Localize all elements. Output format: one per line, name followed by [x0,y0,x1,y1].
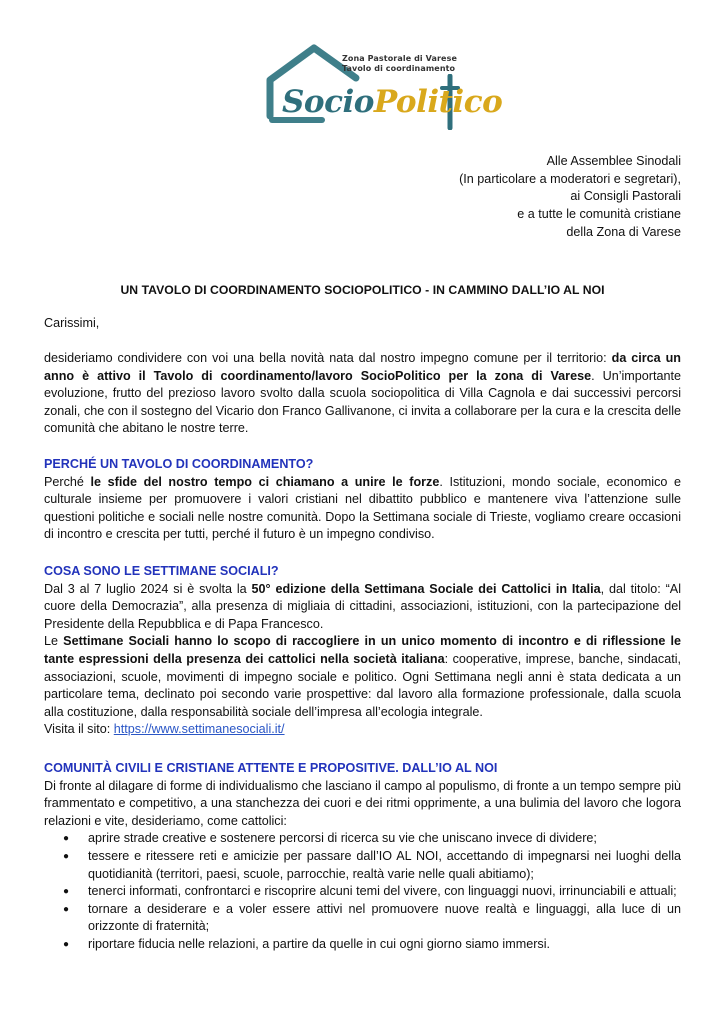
section-paragraph-2 [44,633,681,721]
logo-tavolo-text: Tavolo di coordinamento [342,64,456,73]
list-item: ● tessere e ritessere reti e amicizie per passare dall’IO AL NOI, accettando di impegnarsi nei luoghi della quotidianità (territori, paesi, scuole, parrocchie, realtà varie nelle quali abitiamo); [44,848,681,883]
para-bold: le sfide del nostro tempo ci chiamano a unire le forze [90,474,440,489]
section-paragraph: Di fronte al dilagare di forme di individualismo che lasciano il campo al populismo, di fronte a un tempo sempre più frammentato e competitivo, a una stanchezza dei cuori e dei ritmi opprimente, a una bulimia del lavoro che logora relazioni e vite, desideriamo, come cattolici: [44,778,682,828]
para-text: . Istituzioni, mondo sociale, economico e culturale insieme per promuovere i valori cristiani nel dibattito pubblico e mantenere viva l’attenzione sulle questioni politiche e sociali nelle nostre comunità. Dopo la Settimana sociale di Trieste, vogliamo creare occasioni di incontro e crescita per tutti, perché il futuro è un impegno condiviso. [44,474,681,542]
intro-text: desideriamo condividere con voi una bella novità nata dal nostro impegno comune per il territorio: [44,351,612,365]
para-text: Perché [44,474,91,489]
para-bold: Settimane Sociali hanno lo scopo di raccogliere in un unico momento di incontro e di riflessione le tante espressioni della presenza dei cattolici nella società italiana [44,634,681,666]
list-item: ● aprire strade creative e sostenere percorsi di ricerca su vie che uniscano invece di dividere; [44,830,681,848]
section-comunita [44,760,681,954]
para-text: Le [44,634,64,649]
list-item: ● tornare a desiderare e a voler essere attivi nel promuovere nuove realtà e linguaggi, alla luce di un orizzonte di fraternità; [44,901,681,936]
para-bold: 50° edizione della Settimana Sociale dei Cattolici in Italia [251,581,601,596]
settimane-sociali-link[interactable]: https://www.settimanesociali.it/ [113,722,285,737]
section-heading-perche [44,456,681,544]
logo-zone-text: Zona Pastorale di Varese [342,54,457,63]
address-line: Alle Assemblee Sinodali [546,154,681,168]
section-paragraph [44,581,681,634]
logo-word-socio: Socio [282,84,374,120]
para-text: : cooperative, imprese, banche, sindacati, associazioni, scuole, movimenti di impegno sociale e politico. Ogni Settimana negli anni è stata dedicata a un particolare tema, declinato poi secondo varie prospettive: dal lavoro alla formazione professionale, dalla scuola alla costituzione, dalla responsabilità sociale dell’impresa all’ecologia integrale. [44,651,681,719]
heading-text: PERCHÉ UN TAVOLO DI COORDINAMENTO? [44,457,314,471]
heading-text: COMUNITÀ CIVILI E CRISTIANE ATTENTE E PROPOSITIVE. DALL’IO AL NOI [44,761,498,775]
address-line: e a tutte le comunità cristiane [517,207,681,222]
address-line: ai Consigli Pastorali [570,189,681,204]
list-item: ● riportare fiducia nelle relazioni, a partire da quelle in cui ogni giorno siamo immersi. [44,936,681,954]
intro-paragraph [44,350,681,438]
section-settimane-sociali [44,563,681,739]
para-text: , dal titolo: “Al cuore della Democrazia”, alla presenza di migliaia di cittadini, associazioni, istituzioni, con la partecipazione del Presidente della Repubblica e di Papa Francesco. [44,581,682,631]
address-line: (In particolare a moderatori e segretari), [459,171,681,186]
document-title: UN TAVOLO DI COORDINAMENTO SOCIOPOLITICO - IN CAMMINO DALL’IO AL NOI [120,283,605,297]
logo-word-politico: Politico [373,84,503,120]
list-item: ● tenerci informati, confrontarci e riscoprire alcuni temi del vivere, con linguaggi nuovi, irrinunciabili e attuali; [44,883,681,901]
para-text: Dal 3 al 7 luglio 2024 si è svolta la [44,581,252,596]
logo-wordmark [282,84,502,120]
address-line: della Zona di Varese [566,224,681,239]
visit-label: Visita il sito: [44,722,114,737]
bullet-list [44,830,681,953]
heading-text: COSA SONO LE SETTIMANE SOCIALI? [44,564,279,578]
intro-text-2: . Un’importante evoluzione, frutto del prezioso lavoro svolto dalla scuola sociopolitica di Villa Cagnola e dai successivi percorsi zonali, che con il sostegno del Vicario don Franco Gallivanone, ci invita a collaborare per la cura e la crescita delle comunità che abitano le nostre terre. [44,368,682,436]
section-paragraph [44,474,681,544]
sociopolitico-logo [262,40,503,130]
recipient-address [459,153,681,242]
visit-site-line [44,721,681,739]
intro-bold: da circa un anno è attivo il Tavolo di coordinamento/lavoro SocioPolitico per la zona di Varese [44,351,681,383]
salutation: Carissimi, [44,316,100,330]
